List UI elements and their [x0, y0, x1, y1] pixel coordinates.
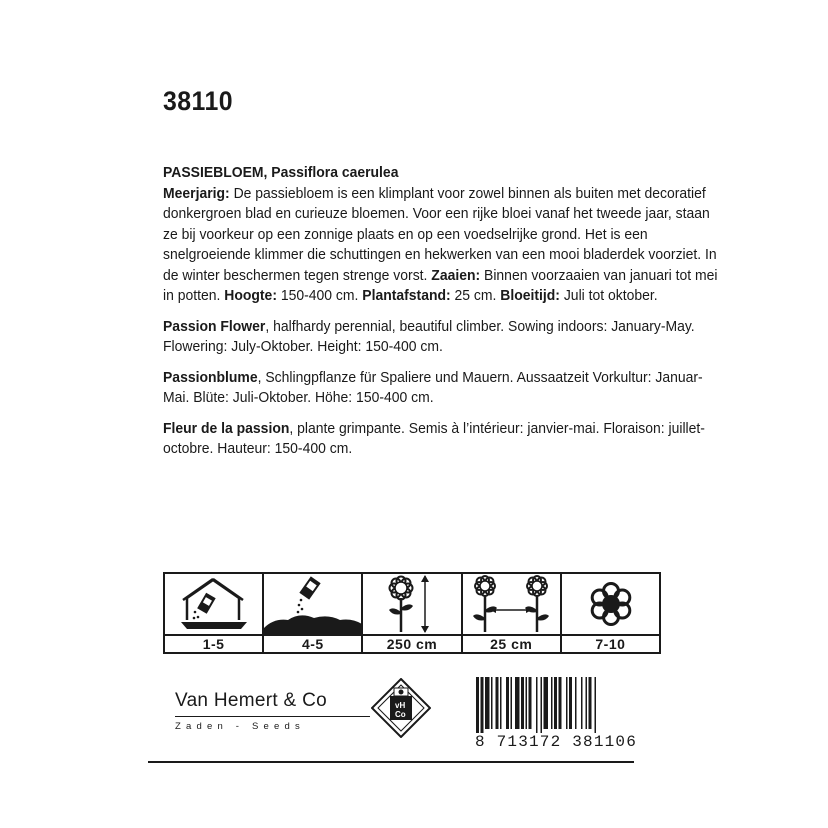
plant-height-icon	[363, 574, 461, 634]
french-text: , plante grimpante. Semis à l’intérieur: janvier-mai. Floraison: juillet-octobre. Hauteur: 150-400 cm.	[163, 419, 705, 457]
icon-label: 1-5	[202, 636, 225, 652]
barcode-bar	[551, 677, 553, 729]
dutch-text-4: 25 cm.	[454, 287, 497, 304]
greenhouse-sowing-icon	[165, 574, 263, 634]
cultivation-icons-table	[163, 572, 661, 654]
icon-cell-height	[363, 574, 462, 652]
bottom-rule	[148, 761, 634, 763]
title-common: PASSIEBLOEM,	[163, 164, 268, 181]
icon-label: 250 cm	[386, 636, 438, 652]
label-plantafstand: Plantafstand:	[362, 287, 451, 304]
barcode-bar	[586, 677, 588, 729]
barcode-bar	[500, 677, 502, 729]
barcode-bar	[515, 677, 520, 729]
barcode-number: 8 713172 381106	[475, 733, 638, 751]
barcode-bar	[544, 677, 549, 729]
english-name: Passion Flower	[163, 317, 266, 335]
barcode-bar	[511, 677, 513, 729]
barcode-bar	[529, 677, 532, 729]
dutch-paragraph	[163, 163, 723, 307]
dutch-text-1: De passiebloem is een klimplant voor zowel binnen als buiten met decoratief donkergroen blad en curieuze bloemen. Voor een rijke bloei vanaf het tweede jaar, staan ze bij voorkeur op een zonnige plaats en op een voedselrijke grond. Het is een snelgroeiende klimmer die schuttingen en hekwerken van een mooi bladerdek voorziet. In de winter beschermen tegen strenge vorst.	[163, 184, 717, 284]
english-text: , halfhardy perennial, beautiful climber. Sowing indoors: January-May. Flowering: July-Oktober. Height: 150-400 cm.	[163, 317, 695, 355]
label-zaaien: Zaaien:	[431, 266, 481, 284]
svg-text:vH: vH	[395, 701, 406, 710]
brand-tagline: Zaden - Seeds	[175, 721, 305, 732]
barcode-bar	[581, 677, 583, 729]
svg-text:Co: Co	[395, 710, 406, 719]
german-paragraph	[163, 368, 723, 409]
barcode-bar	[595, 677, 597, 733]
dutch-text-5: Juli tot oktober.	[563, 287, 658, 304]
french-name: Fleur de la passion	[163, 419, 290, 437]
icon-cell-spacing	[463, 574, 562, 652]
icon-label: 25 cm	[490, 636, 533, 652]
english-paragraph	[163, 317, 723, 358]
flower-icon	[562, 574, 660, 634]
french-paragraph	[163, 419, 723, 460]
barcode-bar	[476, 677, 479, 733]
barcode-bar	[541, 677, 543, 733]
barcode-bar	[569, 677, 572, 729]
barcode-bar	[506, 677, 509, 729]
dutch-text-2: Binnen voorzaaien van januari tot mei in potten.	[163, 266, 718, 304]
title-latin: Passiflora caerulea	[271, 164, 399, 181]
barcode-bar	[566, 677, 568, 729]
barcode-bar	[536, 677, 538, 733]
label-meerjarig: Meerjarig:	[163, 184, 230, 202]
barcode-bar	[491, 677, 493, 729]
icon-cell-flowering	[562, 574, 659, 652]
german-name: Passionblume	[163, 368, 258, 386]
german-text: , Schlingpflanze für Spaliere und Mauern. Aussaatzeit Vorkultur: Januar-Mai. Blüte: Juli-Oktober. Höhe: 150-400 cm.	[163, 368, 703, 406]
brand-name: Van Hemert & Co	[175, 690, 327, 711]
barcode-bar	[496, 677, 499, 729]
barcode-bar	[485, 677, 490, 729]
outdoor-sowing-icon	[264, 574, 362, 634]
barcode-image	[475, 677, 631, 733]
label-hoogte: Hoogte:	[224, 287, 277, 304]
label-bloeitijd: Bloeitijd:	[500, 287, 560, 304]
icon-cell-sowing-outdoor	[264, 574, 363, 652]
icon-label: 4-5	[301, 636, 324, 652]
description-block	[163, 163, 723, 470]
icon-label: 7-10	[595, 636, 626, 652]
brand-logo	[175, 690, 370, 732]
barcode-bar	[575, 677, 577, 729]
barcode-bar	[521, 677, 524, 729]
barcode-bar	[481, 677, 484, 733]
plant-spacing-icon	[463, 574, 561, 634]
barcode-bar	[526, 677, 528, 729]
product-code: 38110	[163, 86, 234, 116]
barcode-bar	[554, 677, 557, 729]
brand-divider	[175, 716, 370, 717]
brand-emblem-icon	[371, 678, 431, 738]
icon-cell-sowing-indoor	[165, 574, 264, 652]
barcode-bar	[589, 677, 592, 729]
dutch-text-3: 150-400 cm.	[280, 287, 359, 304]
barcode-bar	[559, 677, 562, 729]
